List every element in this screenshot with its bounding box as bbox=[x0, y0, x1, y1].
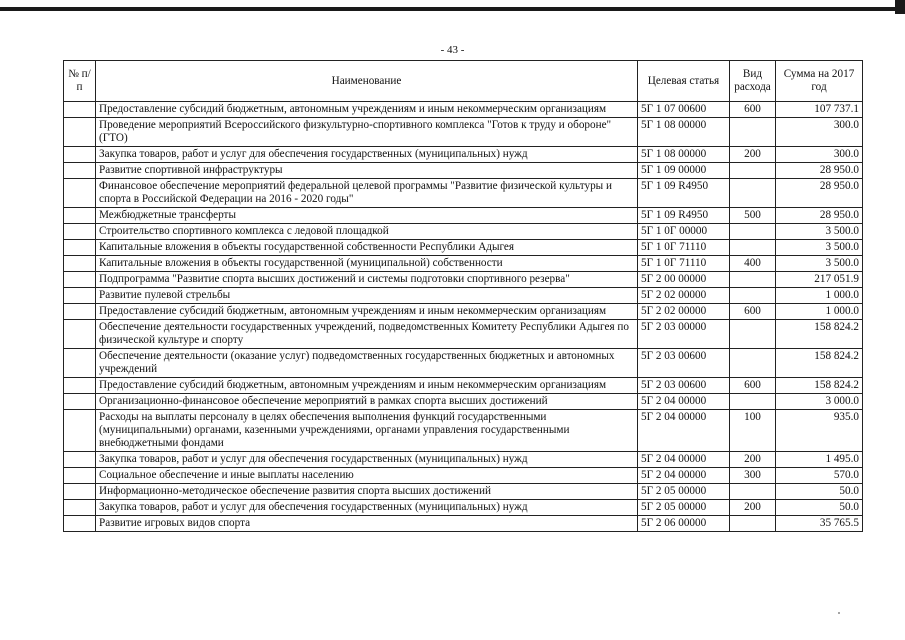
cell-type: 600 bbox=[730, 102, 776, 118]
cell-sum: 158 824.2 bbox=[776, 320, 863, 349]
cell-name: Межбюджетные трансферты bbox=[96, 208, 638, 224]
cell-code: 5Г 2 05 00000 bbox=[638, 484, 730, 500]
cell-type bbox=[730, 224, 776, 240]
table-row bbox=[64, 500, 863, 516]
cell-name: Закупка товаров, работ и услуг для обеспечения государственных (муниципальных) нужд bbox=[96, 452, 638, 468]
cell-sum: 1 000.0 bbox=[776, 288, 863, 304]
cell-sum: 35 765.5 bbox=[776, 516, 863, 532]
cell-name: Организационно-финансовое обеспечение мероприятий в рамках спорта высших достижений bbox=[96, 394, 638, 410]
budget-table bbox=[63, 60, 863, 532]
cell-num bbox=[64, 304, 96, 320]
cell-name: Информационно-методическое обеспечение развития спорта высших достижений bbox=[96, 484, 638, 500]
cell-type bbox=[730, 272, 776, 288]
header-name: Наименование bbox=[96, 61, 638, 102]
cell-type: 200 bbox=[730, 500, 776, 516]
cell-name: Предоставление субсидий бюджетным, автономным учреждениям и иным некоммерческим организациям bbox=[96, 304, 638, 320]
cell-type: 600 bbox=[730, 378, 776, 394]
cell-code: 5Г 2 04 00000 bbox=[638, 452, 730, 468]
table-row bbox=[64, 179, 863, 208]
cell-type bbox=[730, 118, 776, 147]
cell-code: 5Г 1 09 00000 bbox=[638, 163, 730, 179]
cell-num bbox=[64, 468, 96, 484]
cell-code: 5Г 1 0Г 71110 bbox=[638, 256, 730, 272]
cell-sum: 28 950.0 bbox=[776, 163, 863, 179]
cell-num bbox=[64, 147, 96, 163]
cell-code: 5Г 2 03 00000 bbox=[638, 320, 730, 349]
cell-num bbox=[64, 378, 96, 394]
cell-type bbox=[730, 516, 776, 532]
cell-name: Обеспечение деятельности (оказание услуг) подведомственных государственных бюджетных и автономных учреждений bbox=[96, 349, 638, 378]
cell-type bbox=[730, 320, 776, 349]
cell-name: Строительство спортивного комплекса с ледовой площадкой bbox=[96, 224, 638, 240]
cell-name: Капитальные вложения в объекты государственной (муниципальной) собственности bbox=[96, 256, 638, 272]
cell-code: 5Г 1 08 00000 bbox=[638, 118, 730, 147]
cell-num bbox=[64, 410, 96, 452]
cell-type bbox=[730, 163, 776, 179]
header-type: Вид расхода bbox=[730, 61, 776, 102]
cell-sum: 1 495.0 bbox=[776, 452, 863, 468]
cell-code: 5Г 2 00 00000 bbox=[638, 272, 730, 288]
cell-type: 100 bbox=[730, 410, 776, 452]
cell-name: Развитие игровых видов спорта bbox=[96, 516, 638, 532]
table-header-row bbox=[64, 61, 863, 102]
cell-type bbox=[730, 288, 776, 304]
cell-sum: 3 500.0 bbox=[776, 256, 863, 272]
cell-type: 200 bbox=[730, 147, 776, 163]
cell-num bbox=[64, 484, 96, 500]
cell-code: 5Г 1 09 R4950 bbox=[638, 208, 730, 224]
cell-sum: 300.0 bbox=[776, 118, 863, 147]
cell-type bbox=[730, 349, 776, 378]
scan-top-border bbox=[0, 7, 905, 11]
table-row bbox=[64, 208, 863, 224]
cell-sum: 107 737.1 bbox=[776, 102, 863, 118]
table-row bbox=[64, 516, 863, 532]
cell-type bbox=[730, 240, 776, 256]
cell-sum: 50.0 bbox=[776, 500, 863, 516]
cell-num bbox=[64, 349, 96, 378]
cell-sum: 570.0 bbox=[776, 468, 863, 484]
table-row bbox=[64, 452, 863, 468]
cell-code: 5Г 1 0Г 71110 bbox=[638, 240, 730, 256]
cell-name: Социальное обеспечение и иные выплаты населению bbox=[96, 468, 638, 484]
cell-name: Проведение мероприятий Всероссийского физкультурно-спортивного комплекса "Готов к труду и обороне" (ГТО) bbox=[96, 118, 638, 147]
cell-type bbox=[730, 394, 776, 410]
cell-name: Закупка товаров, работ и услуг для обеспечения государственных (муниципальных) нужд bbox=[96, 500, 638, 516]
table-body bbox=[64, 102, 863, 532]
cell-type: 600 bbox=[730, 304, 776, 320]
cell-num bbox=[64, 516, 96, 532]
cell-code: 5Г 2 05 00000 bbox=[638, 500, 730, 516]
cell-num bbox=[64, 208, 96, 224]
cell-sum: 935.0 bbox=[776, 410, 863, 452]
cell-name: Обеспечение деятельности государственных учреждений, подведомственных Комитету Республики Адыгея по физической культуре и спорту bbox=[96, 320, 638, 349]
cell-sum: 158 824.2 bbox=[776, 378, 863, 394]
cell-name: Закупка товаров, работ и услуг для обеспечения государственных (муниципальных) нужд bbox=[96, 147, 638, 163]
cell-type bbox=[730, 484, 776, 500]
cell-num bbox=[64, 102, 96, 118]
scan-speck bbox=[838, 612, 840, 614]
cell-num bbox=[64, 224, 96, 240]
table-row bbox=[64, 224, 863, 240]
cell-code: 5Г 2 03 00600 bbox=[638, 349, 730, 378]
page-number: - 43 - bbox=[440, 44, 465, 56]
cell-sum: 28 950.0 bbox=[776, 208, 863, 224]
cell-sum: 3 500.0 bbox=[776, 240, 863, 256]
table-row bbox=[64, 394, 863, 410]
cell-sum: 28 950.0 bbox=[776, 179, 863, 208]
cell-type: 200 bbox=[730, 452, 776, 468]
cell-code: 5Г 1 09 R4950 bbox=[638, 179, 730, 208]
cell-code: 5Г 1 07 00600 bbox=[638, 102, 730, 118]
cell-name: Предоставление субсидий бюджетным, автономным учреждениям и иным некоммерческим организациям bbox=[96, 102, 638, 118]
cell-num bbox=[64, 256, 96, 272]
table-row bbox=[64, 410, 863, 452]
cell-name: Развитие пулевой стрельбы bbox=[96, 288, 638, 304]
cell-code: 5Г 1 08 00000 bbox=[638, 147, 730, 163]
table-row bbox=[64, 147, 863, 163]
cell-sum: 3 500.0 bbox=[776, 224, 863, 240]
cell-name: Подпрограмма "Развитие спорта высших достижений и системы подготовки спортивного резерва" bbox=[96, 272, 638, 288]
table-row bbox=[64, 163, 863, 179]
table-row bbox=[64, 102, 863, 118]
scan-corner-mark bbox=[895, 0, 905, 14]
cell-num bbox=[64, 163, 96, 179]
cell-sum: 158 824.2 bbox=[776, 349, 863, 378]
cell-sum: 1 000.0 bbox=[776, 304, 863, 320]
cell-name: Капитальные вложения в объекты государственной собственности Республики Адыгея bbox=[96, 240, 638, 256]
cell-num bbox=[64, 118, 96, 147]
cell-type: 300 bbox=[730, 468, 776, 484]
header-sum: Сумма на 2017 год bbox=[776, 61, 863, 102]
table-row bbox=[64, 240, 863, 256]
cell-num bbox=[64, 320, 96, 349]
cell-name: Предоставление субсидий бюджетным, автономным учреждениям и иным некоммерческим организациям bbox=[96, 378, 638, 394]
table-row bbox=[64, 349, 863, 378]
cell-type bbox=[730, 179, 776, 208]
table-row bbox=[64, 320, 863, 349]
cell-num bbox=[64, 500, 96, 516]
cell-name: Развитие спортивной инфраструктуры bbox=[96, 163, 638, 179]
cell-type: 400 bbox=[730, 256, 776, 272]
cell-sum: 217 051.9 bbox=[776, 272, 863, 288]
table-row bbox=[64, 272, 863, 288]
cell-num bbox=[64, 179, 96, 208]
cell-code: 5Г 2 04 00000 bbox=[638, 410, 730, 452]
table-row bbox=[64, 304, 863, 320]
cell-code: 5Г 2 03 00600 bbox=[638, 378, 730, 394]
cell-num bbox=[64, 240, 96, 256]
cell-code: 5Г 1 0Г 00000 bbox=[638, 224, 730, 240]
header-num: № п/п bbox=[64, 61, 96, 102]
cell-name: Финансовое обеспечение мероприятий федеральной целевой программы "Развитие физической культуры и спорта в Российской Федерации на 2016 - 2020 годы" bbox=[96, 179, 638, 208]
cell-code: 5Г 2 02 00000 bbox=[638, 304, 730, 320]
cell-code: 5Г 2 04 00000 bbox=[638, 468, 730, 484]
cell-type: 500 bbox=[730, 208, 776, 224]
cell-sum: 50.0 bbox=[776, 484, 863, 500]
table-row bbox=[64, 484, 863, 500]
table-row bbox=[64, 378, 863, 394]
cell-num bbox=[64, 288, 96, 304]
cell-num bbox=[64, 452, 96, 468]
table-row bbox=[64, 256, 863, 272]
table-row bbox=[64, 288, 863, 304]
cell-num bbox=[64, 272, 96, 288]
table-row bbox=[64, 118, 863, 147]
cell-num bbox=[64, 394, 96, 410]
header-code: Целевая статья bbox=[638, 61, 730, 102]
cell-sum: 300.0 bbox=[776, 147, 863, 163]
cell-name: Расходы на выплаты персоналу в целях обеспечения выполнения функций государственными (муниципальными) органами, казенными учреждениями, органами управления государственными внебюджетными фондами bbox=[96, 410, 638, 452]
cell-code: 5Г 2 04 00000 bbox=[638, 394, 730, 410]
cell-sum: 3 000.0 bbox=[776, 394, 863, 410]
table-row bbox=[64, 468, 863, 484]
cell-code: 5Г 2 02 00000 bbox=[638, 288, 730, 304]
cell-code: 5Г 2 06 00000 bbox=[638, 516, 730, 532]
